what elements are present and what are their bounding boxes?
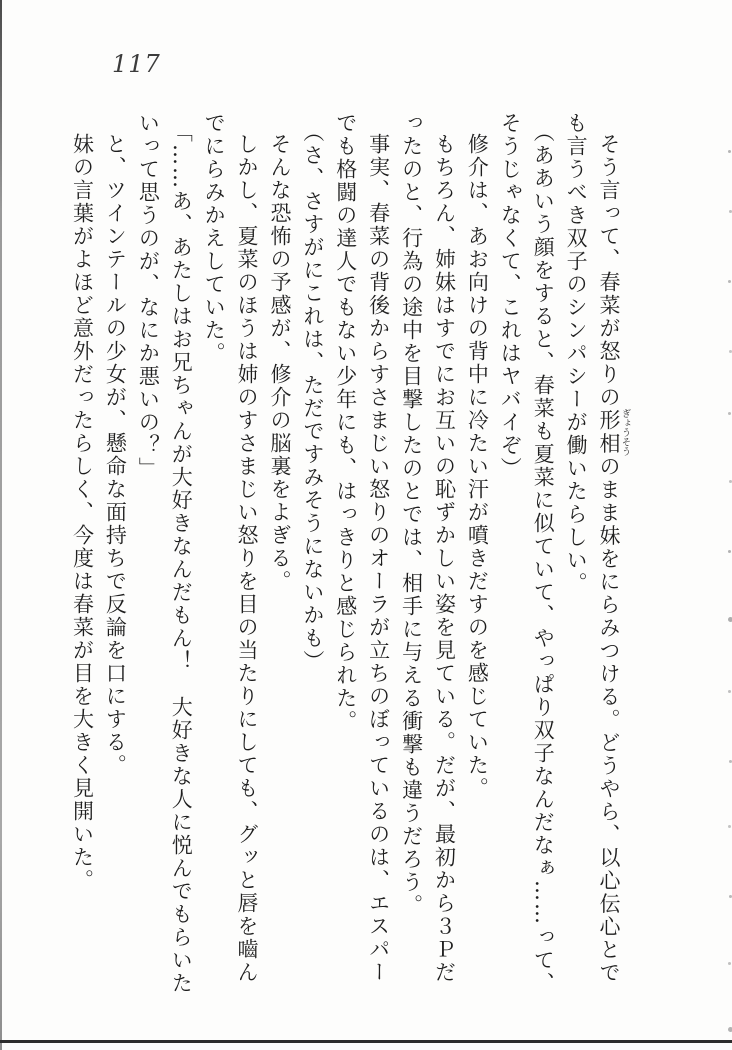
paragraph: （ああいう顔をすると、春菜も夏菜に似ていて、やっぱり双子なんだなぁ……って、そうじゃなくて、これはヤバイぞ）	[498, 112, 556, 996]
paragraph: 妹の言葉がよほど意外だったらしく、今度は春菜が目を大きく見開いた。	[70, 133, 95, 892]
page-number: 117	[112, 50, 161, 78]
scan-left-edge-line	[0, 0, 2, 1050]
paragraph: そう言って、春菜が怒りの形相ぎょうそうのまま妹をにらみつける。どうやら、以心伝心とでも言うべき双子のシンパシーが働いたらしい。	[564, 112, 631, 985]
paragraph: 「……あ、あたしはお兄ちゃんが大好きなんだもん！ 大好きな人に悦んでもらいたいって思うのが、なにか悪いの？」	[136, 112, 194, 996]
scan-edge-specks	[728, 150, 731, 153]
paragraph: と、ツインテールの少女が、懸命な面持ちで反論を口にする。	[103, 133, 128, 777]
paragraph: （さ、さすがにこれは、ただですみそうにないかも）	[300, 121, 325, 674]
paragraph: もちろん、姉妹はすでにお互いの恥ずかしい姿を見ている。だが、最初から３Ｐだったのと、行為の途中を目撃したのとでは、相手に与える衝撃も違うだろう。	[399, 112, 457, 984]
paragraph: 事実、春菜の背後からすさまじい怒りのオーラが立ちのぼっているのは、エスパーでも格闘の達人でもない少年にも、はっきりと感じられた。	[333, 112, 391, 984]
scan-bottom-edge-line	[0, 1040, 732, 1043]
paragraph: 修介は、あお向けの背中に冷たい汗が噴きだすのを感じていた。	[465, 133, 490, 800]
paragraph: しかし、夏菜のほうは姉のすさまじい怒りを目の当たりにしても、グッと唇を嚙んでにらみかえしていた。	[202, 112, 260, 984]
ruby-annotated-word: 形相ぎょうそう	[597, 408, 631, 457]
body-text	[70, 112, 630, 1002]
paragraph: そんな恐怖の予感が、修介の脳裏をよぎる。	[267, 133, 292, 593]
